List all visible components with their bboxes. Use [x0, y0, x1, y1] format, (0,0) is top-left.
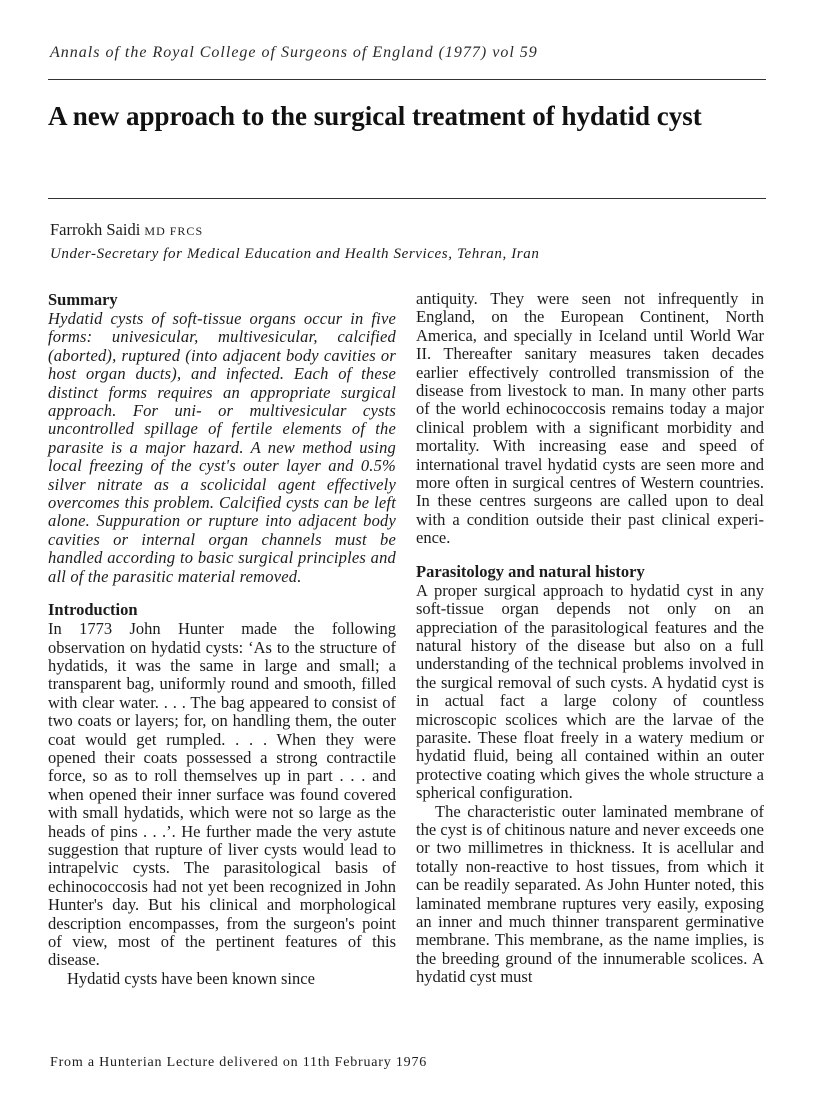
- summary-heading: Summary: [48, 290, 118, 309]
- introduction-heading: Introduction: [48, 600, 138, 620]
- author-line: [50, 220, 203, 240]
- introduction-paragraph-1: In 1773 John Hunter made the following observation on hydatid cysts: ‘As to the structure of hydatids, it was the same in large and small; a transparent bag, uniformly round and smooth, filled with clear water. . . . The bag appeared to consist of two coats or layers; for, on handling them, the outer coat would get rumpled. . . . When they were opened their coats possessed a strong contractile force, so as to roll themselves up in part . . . and when opened their inner surface was found covered with small hydatids, which were not so large as the heads of pins . . .’. He further made the very astute suggestion that rupture of liver cysts would lead to intrapelvic cysts. The parasitological basis of echinococcosis had not yet been recognized in John Hunter's day. But his clinical and morphological description encompasses, from the surgeon's point of view, most of the pertinent features of this disease.: [48, 619, 396, 970]
- parasitology-paragraph-2: The characteristic outer laminated membrane of the cyst is of chitinous nature and never exceeds one or two millimetres in thickness. It is acellular and totally non-reactive to host tissues, from which it can be readily separated. As John Hunter noted, this laminated membrane ruptures very easily, exposing an inner and much thinner transparent germinative membrane. This membrane, as the name implies, is the breeding ground of the innumerable scolices. A hydatid cyst must: [416, 801, 764, 987]
- header-rule: [48, 79, 766, 80]
- section-gap: [48, 586, 396, 600]
- author-degrees: MD FRCS: [144, 224, 204, 238]
- footnote: From a Hunterian Lecture delivered on 11th February 1976: [50, 1055, 428, 1070]
- introduction-paragraph-2-continued: antiquity. They were seen not infrequently in England, on the European Continent, North America, and specially in Iceland until World War II. Thereafter sanitary measures taken decades earlier effectively controlled transmission of the disease from livestock to man. In many other parts of the world echinococcosis remains today a major clinical problem with a significant morbidity and mortality. With increasing ease and speed of international travel hydatid cysts are seen more and more often in surgical centres of Western countries. In these centres surgeons are called upon to deal with a condition outside their past clinical experience.: [416, 289, 764, 548]
- section-gap: [416, 548, 764, 562]
- parasitology-paragraph-1: A proper surgical approach to hydatid cyst in any soft-tissue organ depends not only on an appreciation of the parasitological features and the natural history of the disease but also on a full understanding of the technical problems involved in the surgical removal of such cysts. A hydatid cyst is in actual fact a large colony of countless microscopic scolices which are the larvae of the parasite. These float freely in a watery medium or hydatid fluid, being all contained within an outer protective coating which gives the whole structure a spherical configuration.: [416, 580, 764, 803]
- author-name: Farrokh Saidi: [50, 220, 141, 239]
- introduction-paragraph-2-start: Hydatid cysts have been known since: [67, 968, 315, 988]
- left-column: [48, 290, 396, 988]
- parasitology-heading: Parasitology and natural history: [416, 561, 645, 581]
- journal-header: Annals of the Royal College of Surgeons of England (1977) vol 59: [50, 44, 538, 61]
- author-affiliation: Under-Secretary for Medical Education and Health Services, Tehran, Iran: [50, 246, 540, 262]
- right-column: [416, 290, 764, 987]
- title-rule: [48, 198, 766, 199]
- summary-text: Hydatid cysts of soft-tissue organs occur in five forms: univesicular, multivesicular, calcified (aborted), ruptured (into adjacent body cavities or host organ ducts), and infected. Each of these distinct forms requires an appropriate surgical approach. For uni- or multivesicular cysts uncontrolled spillage of fertile elements of the parasite is a major hazard. A new method using local freezing of the cyst's outer layer and 0.5% silver nitrate as a scolicidal agent effectively overcomes this problem. Calcified cysts can be left alone. Suppuration or rupture into adjacent body cavities or internal organ channels must be handled according to basic surgical principles and all of the parasitic material removed.: [48, 309, 396, 586]
- article-title: A new approach to the surgical treatment of hydatid cyst: [48, 101, 702, 131]
